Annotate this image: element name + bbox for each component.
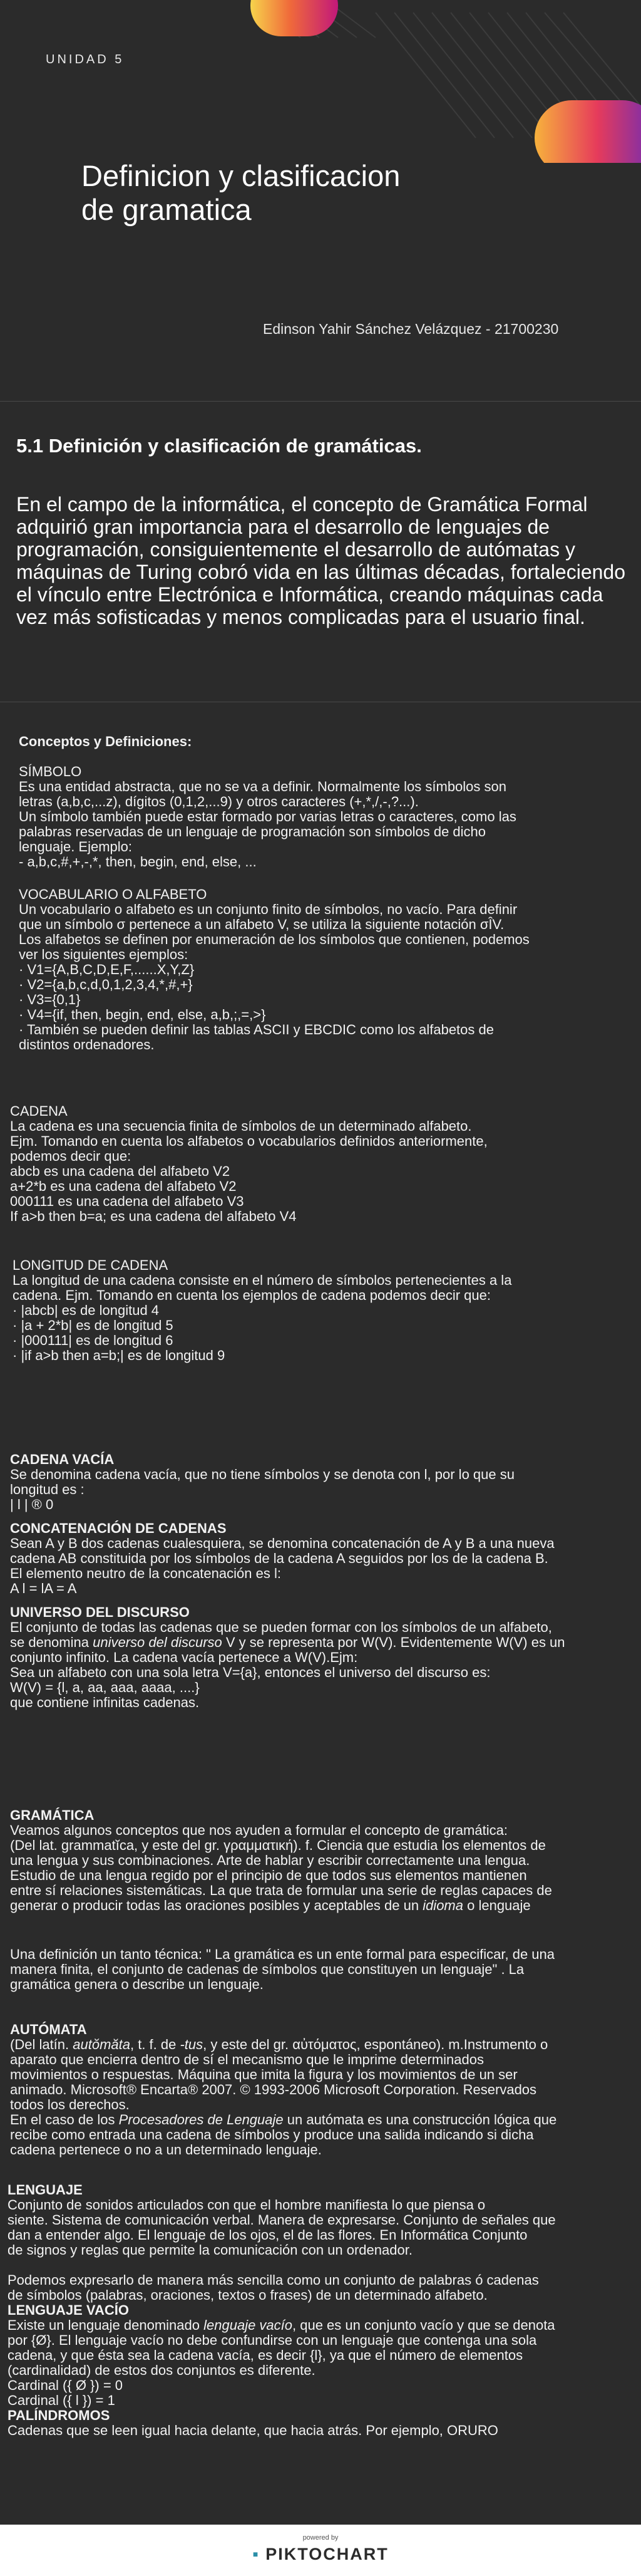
lenguaje-vacio-text: , que es un conjunto vacío y que se denota bbox=[292, 2317, 555, 2333]
lenguaje-vacio-line: Cardinal ({ Ø }) = 0 bbox=[8, 2377, 123, 2393]
simbolo-line: palabras reservadas de un lenguaje de programación son símbolos de dicho bbox=[19, 824, 486, 839]
universo-line: conjunto infinito. La cadena vacía pertenece a W(V).Ejm: bbox=[10, 1649, 358, 1665]
longitud-line: · |if a>b then a=b;| es de longitud 9 bbox=[13, 1348, 225, 1363]
lenguaje-line: Podemos expresarlo de manera más sencilla como un conjunto de palabras ó cadenas bbox=[8, 2272, 539, 2288]
automata-italic: Procesadores de Lenguaje bbox=[118, 2112, 284, 2127]
longitud-line: · |a + 2*b| es de longitud 5 bbox=[13, 1317, 173, 1333]
cadena-line: abcb es una cadena del alfabeto V2 bbox=[10, 1163, 230, 1179]
lenguaje-vacio-line: Cardinal ({ l }) = 1 bbox=[8, 2392, 115, 2408]
concat-line: El elemento neutro de la concatenación es l: bbox=[10, 1566, 281, 1581]
gramatica-line: (Del lat. grammatĭca, y este del gr. γραμματική). f. Ciencia que estudia los elementos de bbox=[10, 1837, 546, 1853]
vocab-line: · También se pueden definir las tablas ASCII y EBCDIC como los alfabetos de bbox=[19, 1022, 494, 1037]
lenguaje-line: Conjunto de sonidos articulados con que el hombre manifiesta lo que piensa o bbox=[8, 2197, 486, 2213]
tecnica-section bbox=[10, 1947, 630, 1992]
automata-line: aparato que encierra dentro de sí el mecanismo que le imprime determinados bbox=[10, 2052, 484, 2067]
page-title-line2: de gramatica bbox=[81, 193, 252, 226]
longitud-line: · |000111| es de longitud 6 bbox=[13, 1332, 173, 1348]
piktochart-logo[interactable] bbox=[0, 2545, 641, 2564]
universo-line: que contiene infinitas cadenas. bbox=[10, 1695, 200, 1710]
lenguaje-line: de signos y reglas que permite la comunicación con un ordenador. bbox=[8, 2242, 413, 2258]
gramatica-section bbox=[10, 1808, 630, 1913]
powered-by: powered by bbox=[302, 2534, 339, 2542]
simbolo-line: Es una entidad abstracta, que no se va a definir. Normalmente los símbolos son bbox=[19, 779, 506, 794]
divider bbox=[0, 401, 641, 402]
simbolo-line: Un símbolo también puede estar formado por varias letras o caracteres, como las bbox=[19, 809, 516, 824]
concat-title: CONCATENACIÓN DE CADENAS bbox=[10, 1520, 227, 1536]
cadena-line: 000111 es una cadena del alfabeto V3 bbox=[10, 1193, 244, 1209]
vocab-line: · V4={if, then, begin, end, else, a,b,;,=,>} bbox=[19, 1007, 266, 1022]
brand-name: PIKTOCHART bbox=[265, 2545, 389, 2563]
header-decoration bbox=[213, 0, 641, 163]
longitud-line: cadena. Ejm. Tomando en cuenta los ejemplos de cadena podemos decir que: bbox=[13, 1287, 491, 1303]
concat-line: A l = lA = A bbox=[10, 1581, 77, 1596]
gramatica-line: una lengua y sus combinaciones. Arte de hablar y escribir correctamente una lengua. bbox=[10, 1852, 530, 1868]
longitud-title: LONGITUD DE CADENA bbox=[13, 1257, 168, 1273]
automata-text: , t. f. de bbox=[130, 2037, 180, 2052]
lenguaje-title: LENGUAJE bbox=[8, 2182, 83, 2198]
gramatica-line: entre sí relaciones sistemáticas. La que trata de formular una serie de reglas capaces de bbox=[10, 1883, 552, 1898]
concat-line: Sean A y B dos cadenas cualesquiera, se denomina concatenación de A y B a una nueva bbox=[10, 1535, 555, 1551]
automata-line: todos los derechos. bbox=[10, 2097, 130, 2112]
gramatica-line bbox=[10, 1898, 630, 1913]
universo-text: se denomina bbox=[10, 1634, 93, 1650]
universo-title: UNIVERSO DEL DISCURSO bbox=[10, 1604, 190, 1620]
automata-text: (Del latín. bbox=[10, 2037, 73, 2052]
cadena-line: Ejm. Tomando en cuenta los alfabetos o vocabularios definidos anteriormente, bbox=[10, 1133, 488, 1149]
lenguaje-vacio-line bbox=[8, 2318, 627, 2333]
vocab-line: ver los siguientes ejemplos: bbox=[19, 947, 188, 962]
cadena-vacia-line: | l | ® 0 bbox=[10, 1497, 54, 1512]
section-heading: 5.1 Definición y clasificación de gramáticas. bbox=[16, 435, 422, 457]
lenguaje-section bbox=[8, 2183, 627, 2438]
vocab-line: distintos ordenadores. bbox=[19, 1037, 155, 1052]
cadena-line: a+2*b es una cadena del alfabeto V2 bbox=[10, 1178, 237, 1194]
gramatica-line: Veamos algunos conceptos que nos ayuden a formular el concepto de gramática: bbox=[10, 1822, 508, 1838]
universo-text: V y se representa por W(V). Evidentemente W(V) es un bbox=[222, 1634, 565, 1650]
lenguaje-vacio-italic: lenguaje vacío bbox=[203, 2317, 293, 2333]
longitud-line: La longitud de una cadena consiste en el número de símbolos pertenecientes a la bbox=[13, 1272, 512, 1288]
vocab-line: que un símbolo σ pertenece a un alfabeto V, se utiliza la siguiente notación σÎV. bbox=[19, 917, 505, 932]
automata-title: AUTÓMATA bbox=[10, 2022, 87, 2037]
automata-text: un autómata es una construcción lógica que bbox=[283, 2112, 557, 2127]
page-title-line1: Definicion y clasificacion bbox=[81, 159, 401, 192]
vocab-line: · V1={A,B,C,D,E,F,......X,Y,Z} bbox=[19, 962, 195, 977]
lenguaje-vacio-line: (cardinalidad) de estos dos conjuntos es diferente. bbox=[8, 2362, 315, 2378]
automata-text: En el caso de los bbox=[10, 2112, 119, 2127]
lenguaje-vacio-line: cadena, y que ésta sea la cadena vacía, es decir {l}, ya que el número de elementos bbox=[8, 2347, 523, 2363]
tecnica-line: manera finita, el conjunto de cadenas de símbolos que constituyen un lenguaje" . La bbox=[10, 1961, 525, 1977]
longitud-line: · |abcb| es de longitud 4 bbox=[13, 1302, 160, 1318]
longitud-section bbox=[13, 1258, 632, 1363]
universo-line: El conjunto de todas las cadenas que se pueden formar con los símbolos de un alfabeto, bbox=[10, 1619, 552, 1635]
automata-italic: -tus bbox=[180, 2037, 203, 2052]
tecnica-line: gramática genera o describe un lenguaje. bbox=[10, 1976, 264, 1992]
universo-line: W(V) = {l, a, aa, aaa, aaaa, ....} bbox=[10, 1680, 200, 1695]
universo-italic: universo del discurso bbox=[93, 1634, 222, 1650]
gramatica-line: Estudio de una lengua regido por el principio de que todos sus elementos mantienen bbox=[10, 1867, 527, 1883]
unit-label: UNIDAD 5 bbox=[46, 53, 125, 66]
lenguaje-vacio-line: por {Ø}. El lenguaje vacío no debe confundirse con un lenguaje que contenga una sola bbox=[8, 2332, 537, 2348]
tecnica-line: Una definición un tanto técnica: " La gramática es un ente formal para especificar, de una bbox=[10, 1946, 555, 1962]
palindromos-title: PALÍNDROMOS bbox=[8, 2407, 110, 2423]
automata-line: cadena pertenece o no a un determinado lenguaje. bbox=[10, 2142, 322, 2158]
cadena-vacia-line: longitud es : bbox=[10, 1482, 85, 1497]
gramatica-title: GRAMÁTICA bbox=[10, 1807, 95, 1823]
concepts-heading: Conceptos y Definiciones: bbox=[19, 734, 192, 749]
cadena-vacia-title: CADENA VACÍA bbox=[10, 1452, 115, 1467]
cadena-vacia-section bbox=[10, 1452, 630, 1710]
automata-text: , y este del gr. αὐτόματος, espontáneo). m.Instrumento o bbox=[203, 2037, 548, 2052]
vocab-line: · V3={0,1} bbox=[19, 992, 81, 1007]
simbolo-line: lenguaje. Ejemplo: bbox=[19, 839, 133, 854]
lenguaje-line: dan a entender algo. El lenguaje de los ojos, el de las flores. En Informática Conjunto bbox=[8, 2227, 528, 2243]
simbolo-line: - a,b,c,#,+,-,*, then, begin, end, else, ... bbox=[19, 854, 257, 870]
automata-line bbox=[10, 2112, 630, 2127]
page-title bbox=[81, 159, 469, 227]
cadena-line: podemos decir que: bbox=[10, 1148, 131, 1164]
lenguaje-vacio-text: Existe un lenguaje denominado bbox=[8, 2317, 204, 2333]
palindromos-text: Cadenas que se leen igual hacia delante, que hacia atrás. Por ejemplo, ORURO bbox=[8, 2423, 498, 2438]
gramatica-text: generar o producir todas las oraciones posibles y aceptables de un bbox=[10, 1898, 423, 1913]
simbolo-title: SÍMBOLO bbox=[19, 764, 82, 779]
universo-line: Sea un alfabeto con una sola letra V={a}, entonces el universo del discurso es: bbox=[10, 1665, 491, 1680]
simbolo-line: letras (a,b,c,...z), dígitos (0,1,2,...9) y otros caracteres (+,*,/,-,?...). bbox=[19, 794, 419, 809]
piktochart-icon: ▪ bbox=[252, 2545, 266, 2563]
cadena-line: If a>b then b=a; es una cadena del alfabeto V4 bbox=[10, 1208, 297, 1224]
author-name: Edinson Yahir Sánchez Velázquez - 21700230 bbox=[263, 321, 559, 337]
automata-italic: autŏmăta bbox=[73, 2037, 130, 2052]
vocab-line: · V2={a,b,c,d,0,1,2,3,4,*,#,+} bbox=[19, 977, 193, 992]
concepts-section bbox=[19, 734, 629, 1052]
vocab-title: VOCABULARIO O ALFABETO bbox=[19, 886, 207, 902]
cadena-section bbox=[10, 1104, 630, 1224]
automata-line: recibe como entrada una cadena de símbolos y produce una salida indicando si dicha bbox=[10, 2127, 534, 2142]
universo-line bbox=[10, 1635, 630, 1650]
lenguaje-vacio-title: LENGUAJE VACÍO bbox=[8, 2302, 129, 2318]
cadena-line: La cadena es una secuencia finita de símbolos de un determinado alfabeto. bbox=[10, 1118, 472, 1134]
automata-line: movimientos o respuestas. Máquina que imita la figura y los movimientos de un ser bbox=[10, 2067, 518, 2082]
concat-line: cadena AB constituida por los símbolos de la cadena A seguidos por los de la cadena B. bbox=[10, 1550, 548, 1566]
gramatica-text: o lenguaje bbox=[463, 1898, 531, 1913]
gramatica-italic: idioma bbox=[423, 1898, 463, 1913]
vocab-line: Los alfabetos se definen por enumeración de los símbolos que contienen, podemos bbox=[19, 932, 530, 947]
lenguaje-line: siente. Sistema de comunicación verbal. Manera de expresarse. Conjunto de señales que bbox=[8, 2212, 556, 2228]
cadena-vacia-line: Se denomina cadena vacía, que no tiene símbolos y se denota con l, por lo que su bbox=[10, 1467, 515, 1482]
intro-paragraph: En el campo de la informática, el concepto de Gramática Formal adquirió gran importancia para el desarrollo de lenguajes de programación, consiguientemente el desarrollo de autómatas y máquinas de Turing cobró vida en las últimas décadas, fortaleciendo el vínculo entre Electrónica e Informática, creando máquinas cada vez más sofisticadas y menos complicadas para el usuario final. bbox=[16, 493, 626, 628]
lenguaje-line: de símbolos (palabras, oraciones, textos o frases) de un determinado alfabeto. bbox=[8, 2287, 488, 2303]
vocab-line: Un vocabulario o alfabeto es un conjunto finito de símbolos, no vacío. Para definir bbox=[19, 901, 518, 917]
automata-line: animado. Microsoft® Encarta® 2007. © 1993-2006 Microsoft Corporation. Reservados bbox=[10, 2082, 537, 2097]
automata-line bbox=[10, 2037, 630, 2052]
automata-section bbox=[10, 2022, 630, 2158]
cadena-title: CADENA bbox=[10, 1103, 68, 1119]
